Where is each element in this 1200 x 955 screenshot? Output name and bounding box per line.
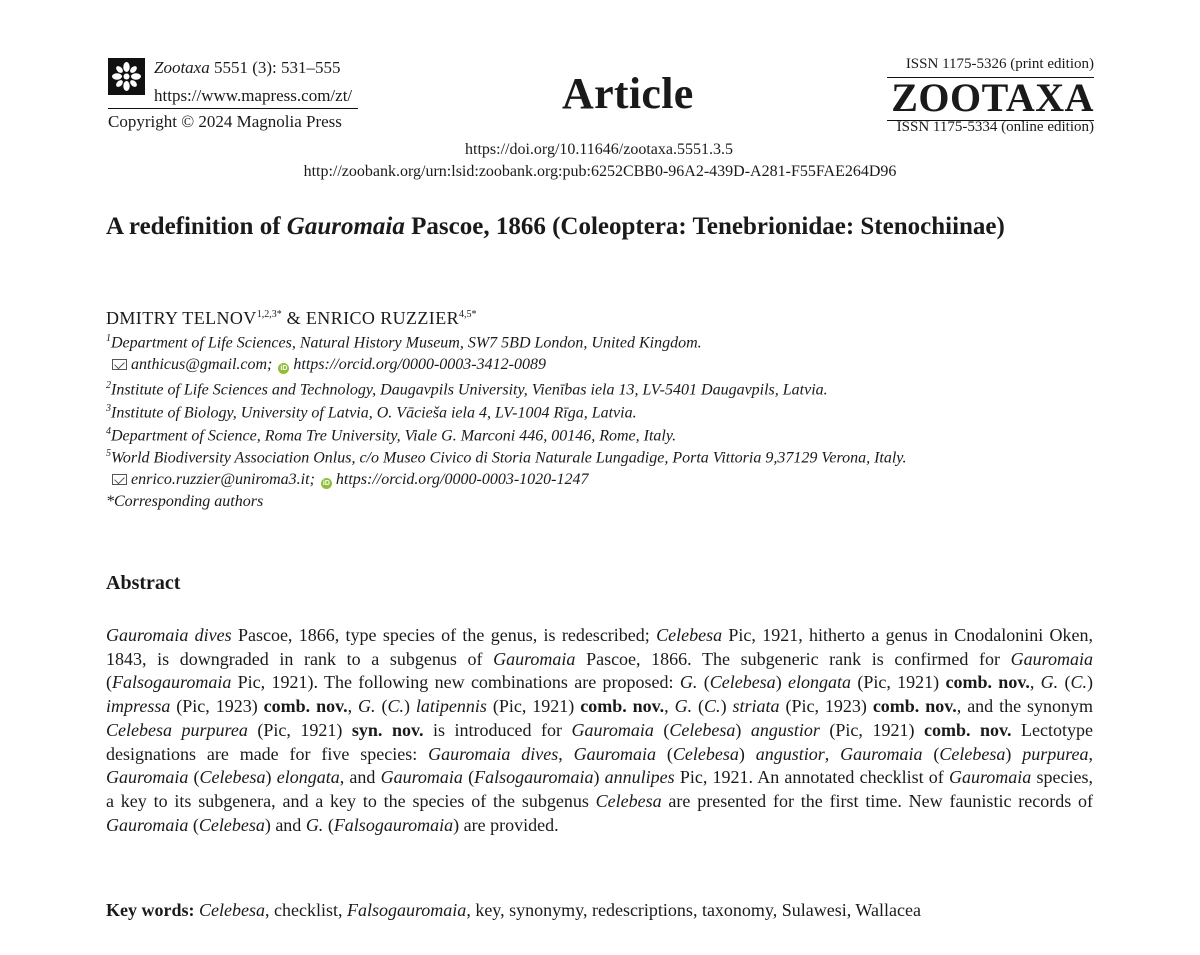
affiliation-4 [106, 426, 676, 445]
abstract-segment: G. [674, 696, 693, 717]
abstract-segment: are presented for the first time. New faunistic records of [661, 790, 1094, 811]
journal-url[interactable]: https://www.mapress.com/zt/ [154, 86, 353, 105]
issn-online: ISSN 1175-5334 (online edition) [896, 119, 1094, 135]
abstract-segment: (Pic, 1921) [486, 696, 581, 717]
abstract-segment: comb. nov. [872, 696, 957, 717]
abstract-segment: Lectotype designations are made for five species: [106, 719, 1094, 764]
abstract-segment: ) and [264, 814, 306, 835]
header-divider [108, 108, 358, 109]
affiliation-number: 3 [106, 403, 111, 414]
author-affiliation-marks: 1,2,3* [256, 309, 282, 320]
title-genus: Gauromaia [286, 213, 405, 240]
abstract-segment: ( [188, 767, 200, 788]
copyright: Copyright © 2024 Magnolia Press [108, 112, 342, 131]
zoobank-link[interactable]: http://zoobank.org/urn:lsid:zoobank.org:pub:6252CBB0-96A2-439D-A281-F55FAE264D96 [303, 163, 897, 180]
affiliation-2 [106, 380, 828, 399]
abstract-segment: syn. nov. [351, 719, 424, 740]
abstract-segment: Pic, 1921, hitherto a genus in Cnodalonini Oken, 1843, is downgraded in rank to a subgenus of [106, 625, 1094, 669]
abstract-segment: ( [922, 743, 940, 764]
abstract-segment: Celebesa [199, 767, 266, 788]
abstract-segment: comb. nov. [263, 696, 348, 717]
abstract-segment: (Pic, 1923) [170, 696, 264, 717]
orcid-icon: iD [322, 480, 330, 487]
abstract-segment: elongata [788, 672, 852, 693]
abstract-segment: Gauromaia [573, 743, 656, 764]
abstract-segment: , [664, 696, 675, 717]
abstract-segment: ) [775, 672, 789, 693]
affiliation-number: 4 [106, 426, 111, 437]
abstract-segment: , [1029, 672, 1041, 693]
affiliation-text: Department of Life Sciences, Natural History Museum, SW7 5BD London, United Kingdom. [111, 334, 702, 352]
abstract-segment: species, a key to its subgenera, and a key to the species of the subgenus [106, 767, 1093, 811]
abstract-segment: C. [1070, 672, 1087, 693]
abstract-segment: Gauromaia [571, 719, 654, 740]
abstract-segment: Gauromaia [1010, 648, 1093, 669]
journal-citation [154, 58, 341, 78]
author-list [106, 308, 477, 329]
abstract-segment: ( [462, 767, 475, 788]
abstract-segment: Celebesa [709, 672, 776, 693]
orcid-link[interactable]: https://orcid.org/0000-0003-3412-0089 [293, 356, 546, 373]
email-link[interactable]: enrico.ruzzier@uniroma3.it; [131, 471, 315, 488]
abstract-segment: comb. nov. [923, 719, 1012, 740]
abstract-segment: Gauromaia [380, 767, 463, 788]
abstract-segment: comb. nov. [945, 672, 1030, 693]
abstract-segment: (Pic, 1921) [819, 719, 924, 740]
abstract-segment: ) [1087, 672, 1093, 693]
abstract-segment: , [1088, 743, 1094, 764]
abstract-segment: Gauromaia [106, 767, 189, 788]
abstract-segment: ( [375, 696, 388, 717]
affiliation-text: Department of Science, Roma Tre University, Viale G. Marconi 446, 00146, Rome, Italy. [111, 427, 677, 445]
abstract-segment: Celebesa [672, 743, 739, 764]
abstract-segment: ( [106, 672, 112, 693]
abstract-segment: Falsogauromaia [333, 814, 454, 835]
abstract-segment: Falsogauromaia [112, 672, 232, 693]
abstract-segment: comb. nov. [580, 696, 665, 717]
affiliation-5 [106, 448, 907, 467]
abstract-segment: (Pic, 1921) [247, 719, 352, 740]
author-telnov: DMITRY TELNOV [106, 308, 257, 328]
abstract-segment: ( [697, 672, 710, 693]
abstract-segment: ( [1058, 672, 1071, 693]
abstract-segment: Celebesa purpurea [106, 719, 248, 740]
abstract-segment: Pic, 1921. An annotated checklist of [674, 767, 949, 788]
email-icon [112, 359, 127, 370]
abstract-segment: angustior [755, 743, 825, 764]
abstract-segment: Falsogauromaia [474, 767, 594, 788]
keyword: Falsogauromaia [346, 900, 467, 920]
issn-print: ISSN 1175-5326 (print edition) [905, 56, 1094, 72]
abstract-segment: Celebesa [595, 790, 662, 811]
abstract-segment: , and the synonym [956, 696, 1094, 717]
abstract-segment: striata [732, 696, 780, 717]
doi-link[interactable] [0, 141, 1200, 159]
abstract-segment: latipennis [415, 696, 487, 717]
author-ruzzier: ENRICO RUZZIER [305, 308, 459, 328]
email-link[interactable]: anthicus@gmail.com; [131, 356, 273, 373]
abstract-segment: ( [692, 696, 705, 717]
abstract-segment: purpurea [1022, 743, 1089, 764]
abstract-segment: angustior [750, 719, 820, 740]
affiliation-1 [106, 333, 702, 352]
abstract-segment: G. [358, 696, 376, 717]
title-part: Pascoe, 1866 (Coleoptera: Tenebrionidae: Stenochiinae) [404, 213, 1005, 240]
abstract-segment: ) [735, 719, 751, 740]
abstract-segment: impressa [106, 696, 171, 717]
contact-telnov [112, 356, 546, 374]
contact-ruzzier [112, 471, 588, 489]
abstract-segment: ) [265, 767, 277, 788]
zootaxa-wordmark: ZOOTAXA [891, 75, 1094, 120]
affiliation-number: 5 [106, 448, 111, 459]
affiliation-number: 2 [106, 380, 111, 391]
affiliation-number: 1 [106, 333, 111, 344]
keyword: , checklist, [264, 900, 347, 920]
affiliation-text: Institute of Biology, University of Latvia, O. Vācieša iela 4, LV-1004 Rīga, Latvia. [111, 404, 637, 422]
abstract-segment: Celebesa [656, 625, 723, 645]
author-affiliation-marks: 4,5* [459, 309, 477, 320]
abstract-segment: G. [1040, 672, 1059, 693]
journal-name: Zootaxa [154, 58, 210, 77]
magnolia-press-logo [108, 58, 145, 95]
abstract-segment: annulipes [604, 767, 675, 788]
abstract-segment: Pic, 1921). The following new combinations are proposed: [231, 672, 680, 693]
keywords-label: Key words: [106, 900, 195, 920]
abstract-segment: Pascoe, 1866, type species of the genus, is redescribed; [231, 625, 657, 645]
abstract-segment: ) [593, 767, 605, 788]
affiliation-3 [106, 403, 637, 422]
abstract-segment: C. [704, 696, 721, 717]
abstract-segment: ) [403, 696, 416, 717]
abstract-segment: ( [323, 814, 334, 835]
abstract-segment: G. [679, 672, 698, 693]
keyword: , key, synonymy, redescriptions, taxonomy, Sulawesi, Wallacea [466, 900, 921, 920]
affiliation-text: Institute of Life Sciences and Technology, Daugavpils University, Vienības iela 13, LV-5401 Daugavpils, Latvia. [111, 381, 828, 399]
abstract-segment: Celebesa [198, 814, 265, 835]
abstract-segment: ( [188, 814, 199, 835]
abstract-segment: (Pic, 1923) [779, 696, 873, 717]
abstract-segment: Celebesa [939, 743, 1006, 764]
abstract-segment: C. [387, 696, 404, 717]
abstract-segment: , and [339, 767, 381, 788]
abstract-segment: Gauromaia [948, 767, 1032, 788]
abstract-segment: ) [1005, 743, 1023, 764]
abstract-segment: , [824, 743, 841, 764]
abstract-segment: Gauromaia [493, 648, 576, 669]
corresponding-note: *Corresponding authors [106, 493, 264, 510]
abstract-segment: Gauromaia dives [106, 625, 232, 645]
volume-pages: 5551 (3): 531–555 [213, 58, 341, 77]
title-part: A redefinition of [106, 213, 287, 240]
orcid-icon: iD [280, 365, 288, 372]
abstract-segment: Celebesa [669, 719, 736, 740]
abstract-segment: ( [656, 743, 673, 764]
abstract-segment: ( [653, 719, 670, 740]
abstract-segment: Gauromaia [840, 743, 923, 764]
doi-text[interactable]: https://doi.org/10.11646/zootaxa.5551.3.5 [465, 141, 733, 158]
abstract-segment: ) are provided. [453, 814, 559, 835]
orcid-link[interactable]: https://orcid.org/0000-0003-1020-1247 [335, 471, 589, 488]
paper-title [106, 208, 1006, 245]
abstract-segment: Gauromaia [106, 814, 189, 835]
abstract-segment: , [558, 743, 574, 764]
keywords [106, 900, 921, 921]
abstract-segment: Gauromaia dives [428, 743, 559, 764]
article-label: Article [562, 69, 694, 118]
abstract-segment: G. [305, 814, 324, 835]
abstract-heading: Abstract [106, 572, 181, 594]
abstract-text [106, 624, 1093, 837]
email-icon [112, 474, 127, 485]
abstract-segment: Pascoe, 1866. The subgeneric rank is confirmed for [575, 648, 1011, 669]
abstract-segment: is introduced for [423, 719, 572, 740]
abstract-segment: ) [720, 696, 733, 717]
affiliation-text: World Biodiversity Association Onlus, c/o Museo Civico di Storia Naturale Lungadige, Porta Vittoria 9,37129 Verona, Italy. [111, 449, 907, 467]
abstract-segment: ) [738, 743, 756, 764]
abstract-segment: , [347, 696, 359, 717]
author-conjunction: & [281, 308, 306, 328]
abstract-segment: elongata [276, 767, 340, 788]
abstract-segment: (Pic, 1921) [851, 672, 946, 693]
keyword: Celebesa [199, 900, 265, 920]
